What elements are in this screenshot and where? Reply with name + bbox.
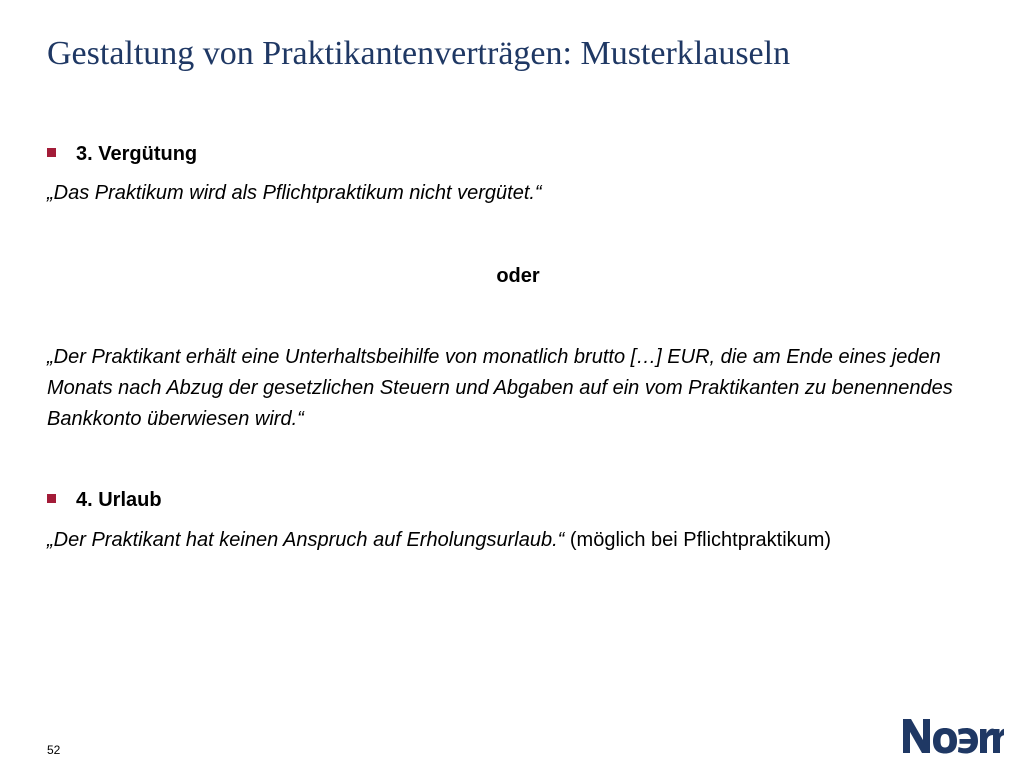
- noerr-logo: [900, 716, 1004, 761]
- clause-allowance: „Der Praktikant erhält eine Unterhaltsbeihilfe von monatlich brutto […] EUR, die am Ende eines jeden Monats nach Abzug der gesetzlichen Steuern und Abgaben auf ein vom Praktikanten zu benennendes Bankkonto überwiesen wird.“: [47, 346, 953, 430]
- section-heading-label: 3. Vergütung: [76, 143, 198, 165]
- separator-oder: oder: [496, 265, 540, 287]
- bullet-square-icon: [47, 494, 56, 503]
- bullet-square-icon: [47, 148, 56, 157]
- section-heading-label: 4. Urlaub: [76, 489, 162, 511]
- slide-title: Gestaltung von Praktikantenverträgen: Musterklauseln: [47, 35, 791, 72]
- clause-vacation-note: (möglich bei Pflichtpraktikum): [564, 529, 832, 551]
- section-heading-verguetung: [47, 140, 197, 168]
- clause-unpaid: „Das Praktikum wird als Pflichtpraktikum nicht vergütet.“: [47, 182, 542, 204]
- section-heading-urlaub: [47, 486, 162, 514]
- clause-vacation: [47, 525, 982, 556]
- clause-vacation-text: „Der Praktikant hat keinen Anspruch auf Erholungsurlaub.“: [47, 529, 565, 551]
- page-number: 52: [47, 743, 61, 757]
- noerr-logo-icon: [900, 716, 1004, 756]
